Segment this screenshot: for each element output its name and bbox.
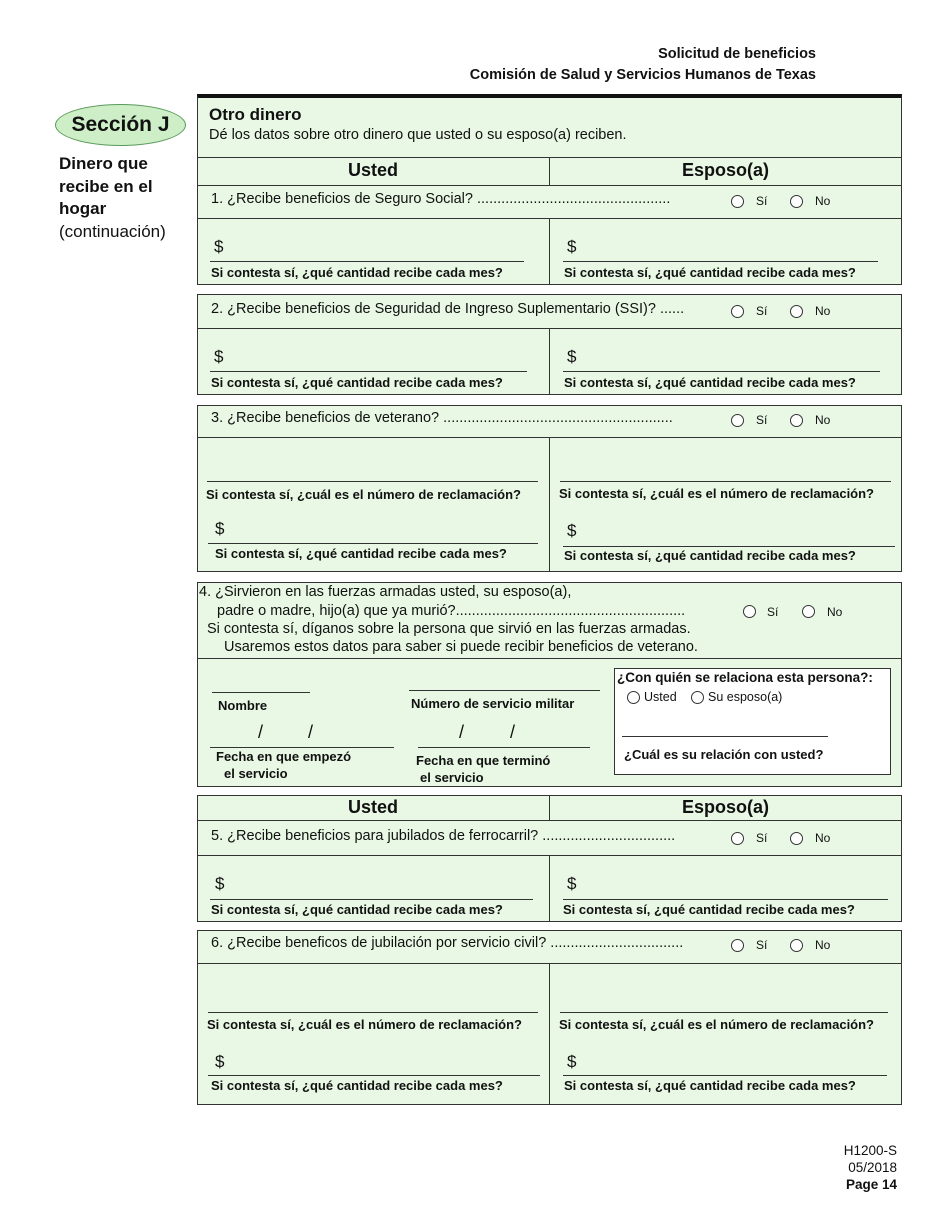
military-name-input[interactable] [212,692,310,693]
military-start-label: Fecha en que empezó [216,749,352,764]
q3-no-label: No [815,413,831,427]
column-usted: Usted [347,160,398,180]
intro-title: Otro dinero [209,105,302,124]
question-4-line1: 4. ¿Sirvieron en las fuerzas armadas usted, su esposo(a), [199,584,572,600]
military-end-label: Fecha en que terminó [416,753,551,768]
q4-no-label: No [827,605,843,619]
question-4-line2: padre o madre, hijo(a) que ya murió?......................................................... [217,603,686,619]
q5-usted-amount-input[interactable] [210,899,533,900]
q6-no-label: No [815,938,831,952]
q2-yes-label: Sí [756,304,768,318]
caption-claim: Si contesta sí, ¿cuál es el número de reclamación? [559,486,875,501]
q6-yes-label: Sí [756,938,768,952]
q6-usted-claim-input[interactable] [208,1012,538,1013]
military-service-number-input[interactable] [409,690,600,691]
dollar-sign: $ [215,1052,225,1071]
q3-usted-amount-input[interactable] [208,543,538,544]
column-esposo: Esposo(a) [681,797,769,817]
relation-to-you-label: ¿Cuál es su relación con usted? [624,747,824,762]
caption-claim: Si contesta sí, ¿cuál es el número de reclamación? [207,1017,523,1032]
question-2: 2. ¿Recibe beneficios de Seguridad de Ingreso Suplementario (SSI)? ...... [211,301,685,317]
agency-name: Comisión de Salud y Servicios Humanos de Texas [469,67,816,83]
dollar-sign: $ [567,1052,577,1071]
date-separator: / [258,722,264,742]
q1-yes-label: Sí [756,194,768,208]
q2-no-radio[interactable] [790,305,803,318]
q5-no-label: No [815,831,831,845]
military-start-label: el servicio [224,766,288,781]
q1-no-radio[interactable] [790,195,803,208]
dollar-sign: $ [567,237,577,256]
q4-yes-label: Sí [767,605,779,619]
q3-yes-radio[interactable] [731,414,744,427]
caption-amount: Si contesta sí, ¿qué cantidad recibe cada mes? [211,265,503,280]
date-separator: / [459,722,465,742]
military-name-label: Nombre [218,698,268,713]
q6-no-radio[interactable] [790,939,803,952]
relation-usted-radio[interactable] [627,691,640,704]
question-1: 1. ¿Recibe beneficios de Seguro Social? ................................................ [211,191,671,207]
caption-claim: Si contesta sí, ¿cuál es el número de reclamación? [206,487,522,502]
dollar-sign: $ [214,237,224,256]
q1-no-label: No [815,194,831,208]
q6-yes-radio[interactable] [731,939,744,952]
section-title [59,153,166,243]
military-start-date-input[interactable] [210,747,394,748]
caption-amount: Si contesta sí, ¿qué cantidad recibe cada mes? [211,375,503,390]
dollar-sign: $ [215,874,225,893]
q5-no-radio[interactable] [790,832,803,845]
q6-esposo-amount-input[interactable] [563,1075,887,1076]
q3-no-radio[interactable] [790,414,803,427]
dollar-sign: $ [567,874,577,893]
relation-esposo-label: Su esposo(a) [708,690,783,704]
caption-amount: Si contesta sí, ¿qué cantidad recibe cada mes? [563,902,855,917]
footer [844,1142,897,1193]
q1-usted-amount-input[interactable] [210,261,524,262]
caption-amount: Si contesta sí, ¿qué cantidad recibe cada mes? [564,1078,856,1093]
q4-no-radio[interactable] [802,605,815,618]
section-subtitle: (continuación) [59,221,166,241]
q3-esposo-amount-input[interactable] [563,546,895,547]
q5-esposo-amount-input[interactable] [563,899,888,900]
section-title-line: Dinero que [59,154,148,173]
form-id: H1200-S [843,1143,897,1158]
relation-esposo-radio[interactable] [691,691,704,704]
form-date: 05/2018 [848,1160,897,1175]
q3-yes-label: Sí [756,413,768,427]
q6-esposo-claim-input[interactable] [560,1012,888,1013]
section-badge: Sección J [55,104,186,146]
question-5: 5. ¿Recibe beneficios para jubilados de ferrocarril? ................................. [211,828,676,844]
q5-yes-radio[interactable] [731,832,744,845]
caption-amount: Si contesta sí, ¿qué cantidad recibe cada mes? [564,548,856,563]
page-number: Page 14 [845,1177,897,1192]
caption-amount: Si contesta sí, ¿qué cantidad recibe cada mes? [211,902,503,917]
military-end-label: el servicio [420,770,484,785]
relation-input[interactable] [622,736,828,737]
caption-amount: Si contesta sí, ¿qué cantidad recibe cada mes? [215,546,507,561]
q2-esposo-amount-input[interactable] [563,371,880,372]
relation-question: ¿Con quién se relaciona esta persona?: [617,670,873,685]
date-separator: / [308,722,314,742]
q3-esposo-claim-input[interactable] [560,481,891,482]
question-6: 6. ¿Recibe beneficos de jubilación por servicio civil? ................................. [211,935,684,951]
q2-yes-radio[interactable] [731,305,744,318]
q4-yes-radio[interactable] [743,605,756,618]
q1-esposo-amount-input[interactable] [563,261,878,262]
column-esposo: Esposo(a) [681,160,769,180]
q6-usted-amount-input[interactable] [208,1075,540,1076]
q5-yes-label: Sí [756,831,768,845]
form-title: Solicitud de beneficios [658,46,816,62]
question-3: 3. ¿Recibe beneficios de veterano? ......................................................... [211,410,673,426]
q2-no-label: No [815,304,831,318]
relation-usted-label: Usted [644,690,677,704]
column-usted: Usted [347,797,398,817]
date-separator: / [510,722,516,742]
intro-text: Dé los datos sobre otro dinero que usted o su esposo(a) reciben. [209,127,627,143]
caption-amount: Si contesta sí, ¿qué cantidad recibe cada mes? [564,375,856,390]
caption-claim: Si contesta sí, ¿cuál es el número de reclamación? [559,1017,875,1032]
q1-yes-radio[interactable] [731,195,744,208]
question-4-line3: Si contesta sí, díganos sobre la persona que sirvió en las fuerzas armadas. [207,621,691,637]
dollar-sign: $ [215,519,225,538]
dollar-sign: $ [567,347,577,366]
question-4-line4: Usaremos estos datos para saber si puede recibir beneficios de veterano. [224,639,698,655]
q3-usted-claim-input[interactable] [207,481,538,482]
caption-amount: Si contesta sí, ¿qué cantidad recibe cada mes? [211,1078,503,1093]
dollar-sign: $ [567,521,577,540]
caption-amount: Si contesta sí, ¿qué cantidad recibe cada mes? [564,265,856,280]
dollar-sign: $ [214,347,224,366]
military-service-number-label: Número de servicio militar [411,696,575,711]
q2-usted-amount-input[interactable] [210,371,527,372]
military-end-date-input[interactable] [418,747,590,748]
section-title-line: hogar [59,199,107,218]
section-title-line: recibe en el [59,176,153,196]
